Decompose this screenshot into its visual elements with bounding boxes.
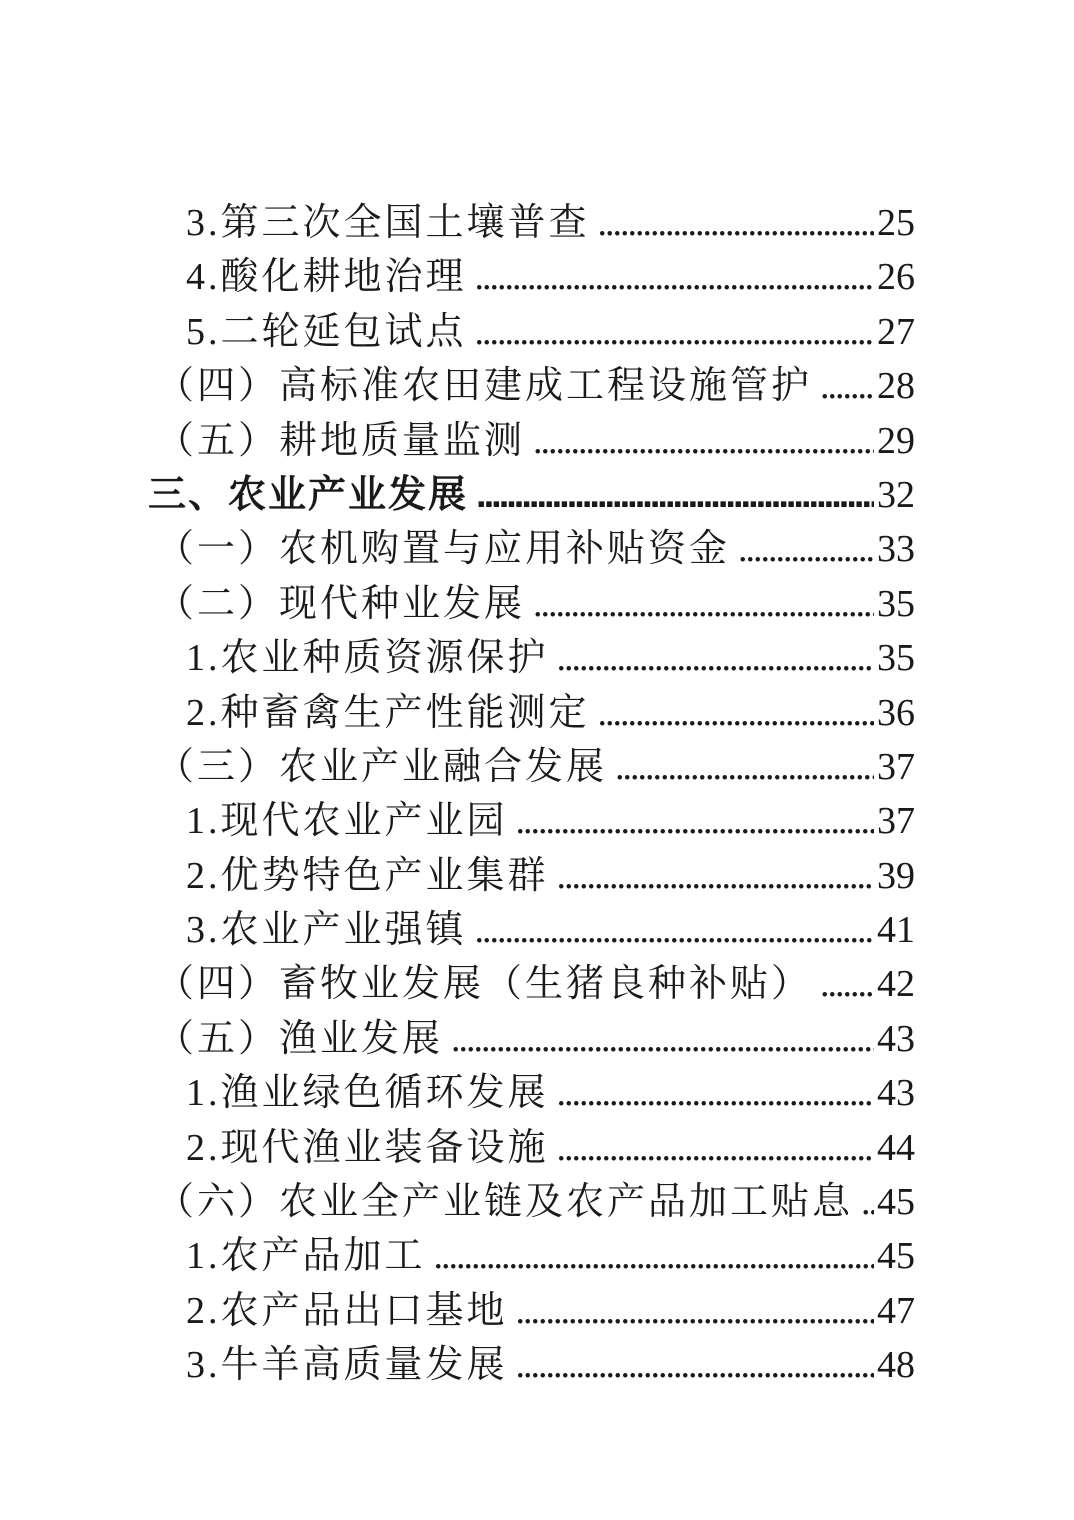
toc-page-number: 35	[877, 582, 915, 625]
dot-leader	[598, 196, 874, 250]
toc-entry[interactable]	[148, 1066, 915, 1120]
toc-page-number: 43	[877, 1017, 915, 1060]
toc-entry-label: （五）耕地质量监测	[156, 419, 526, 462]
toc-page-number: 41	[877, 909, 915, 952]
toc-page-number: 35	[877, 637, 915, 680]
toc-entry-label: 1.农产品加工	[186, 1235, 426, 1278]
toc-entry-label: 1.现代农业产业园	[186, 800, 508, 843]
toc-entry-label: 2.农产品出口基地	[186, 1289, 508, 1332]
toc-page-number: 48	[877, 1344, 915, 1387]
toc-entry-label: （五）渔业发展	[156, 1017, 444, 1060]
toc-entry[interactable]	[148, 414, 915, 468]
toc-entry-label: 3.第三次全国土壤普查	[186, 202, 590, 244]
toc-entry-label: 2.种畜禽生产性能测定	[186, 691, 590, 734]
toc-page-number: 47	[877, 1289, 915, 1332]
toc-page-number: 43	[877, 1072, 915, 1115]
dot-leader	[557, 849, 874, 903]
dot-leader	[615, 740, 874, 794]
toc-entry[interactable]	[148, 359, 915, 413]
toc-page-number: 44	[877, 1126, 915, 1169]
toc-entry[interactable]	[148, 1338, 915, 1392]
dot-leader	[516, 1338, 874, 1392]
toc-entry[interactable]	[148, 631, 915, 685]
toc-entry-label: 1.农业种质资源保护	[186, 637, 549, 680]
toc-entry[interactable]	[148, 1284, 915, 1338]
toc-entry-label: （一）农机购置与应用补贴资金	[156, 528, 731, 571]
toc-entry[interactable]	[148, 468, 915, 522]
toc-entry[interactable]	[148, 903, 915, 957]
toc-entry-label: 3.农业产业强镇	[186, 909, 467, 952]
toc-entry[interactable]	[148, 577, 915, 631]
dot-leader	[516, 794, 874, 848]
dot-leader	[533, 577, 874, 631]
toc-entry[interactable]	[148, 794, 915, 848]
toc-entry[interactable]	[148, 686, 915, 740]
toc-entry[interactable]	[148, 305, 915, 359]
dot-leader	[451, 1012, 874, 1066]
toc-page-number: 45	[877, 1181, 915, 1224]
toc-page-number: 45	[877, 1235, 915, 1278]
toc-entry-label: 1.渔业绿色循环发展	[186, 1072, 549, 1115]
toc-entry-label: （三）农业产业融合发展	[156, 745, 608, 788]
toc-entry-label: （六）农业全产业链及农产品加工贴息	[156, 1181, 854, 1224]
toc-entry[interactable]	[148, 1229, 915, 1283]
dot-leader	[434, 1229, 874, 1283]
dot-leader	[861, 1175, 874, 1229]
toc-page-number: 29	[877, 419, 915, 462]
toc-entry[interactable]	[148, 1121, 915, 1175]
dot-leader	[533, 414, 874, 468]
toc-entry-label: （四）畜牧业发展（生猪良种补贴）	[156, 963, 813, 1006]
toc-page-number: 36	[877, 691, 915, 734]
toc-page-number: 26	[877, 256, 915, 299]
toc-page-number: 39	[877, 854, 915, 897]
dot-leader	[475, 250, 874, 304]
toc-entry-label: 三、农业产业发展	[148, 473, 469, 516]
dot-leader	[738, 522, 874, 576]
dot-leader	[820, 957, 874, 1011]
toc-entry[interactable]	[148, 522, 915, 576]
dot-leader	[476, 468, 874, 522]
toc-entry-label: 4.酸化耕地治理	[186, 256, 467, 299]
toc-entry[interactable]	[148, 250, 915, 304]
toc-entry[interactable]	[148, 196, 915, 250]
dot-leader	[598, 686, 874, 740]
toc-page-number: 37	[877, 800, 915, 843]
toc-entry-label: 2.优势特色产业集群	[186, 854, 549, 897]
toc-entry-label: 3.牛羊高质量发展	[186, 1344, 508, 1387]
toc-entry-label: （二）现代种业发展	[156, 582, 526, 625]
toc-page-number: 33	[877, 528, 915, 571]
toc-page-number: 42	[877, 963, 915, 1006]
toc-entry[interactable]	[148, 849, 915, 903]
dot-leader	[557, 631, 874, 685]
toc-page-number: 27	[877, 310, 915, 353]
toc-entry[interactable]	[148, 740, 915, 794]
toc-entry[interactable]	[148, 1175, 915, 1229]
toc-entry-label: 2.现代渔业装备设施	[186, 1126, 549, 1169]
toc-page-number: 28	[877, 365, 915, 408]
toc-entry-label: 5.二轮延包试点	[186, 310, 467, 353]
dot-leader	[557, 1121, 874, 1175]
toc-page-number: 25	[877, 202, 915, 244]
dot-leader	[516, 1284, 874, 1338]
dot-leader	[557, 1066, 874, 1120]
toc-entry[interactable]	[148, 1012, 915, 1066]
dot-leader	[820, 359, 874, 413]
toc-entry[interactable]	[148, 957, 915, 1011]
table-of-contents	[148, 196, 915, 1393]
dot-leader	[475, 305, 874, 359]
toc-entry-label: （四）高标准农田建成工程设施管护	[156, 365, 813, 408]
dot-leader	[475, 903, 874, 957]
toc-page-number: 37	[877, 745, 915, 788]
toc-page-number: 32	[877, 473, 915, 516]
